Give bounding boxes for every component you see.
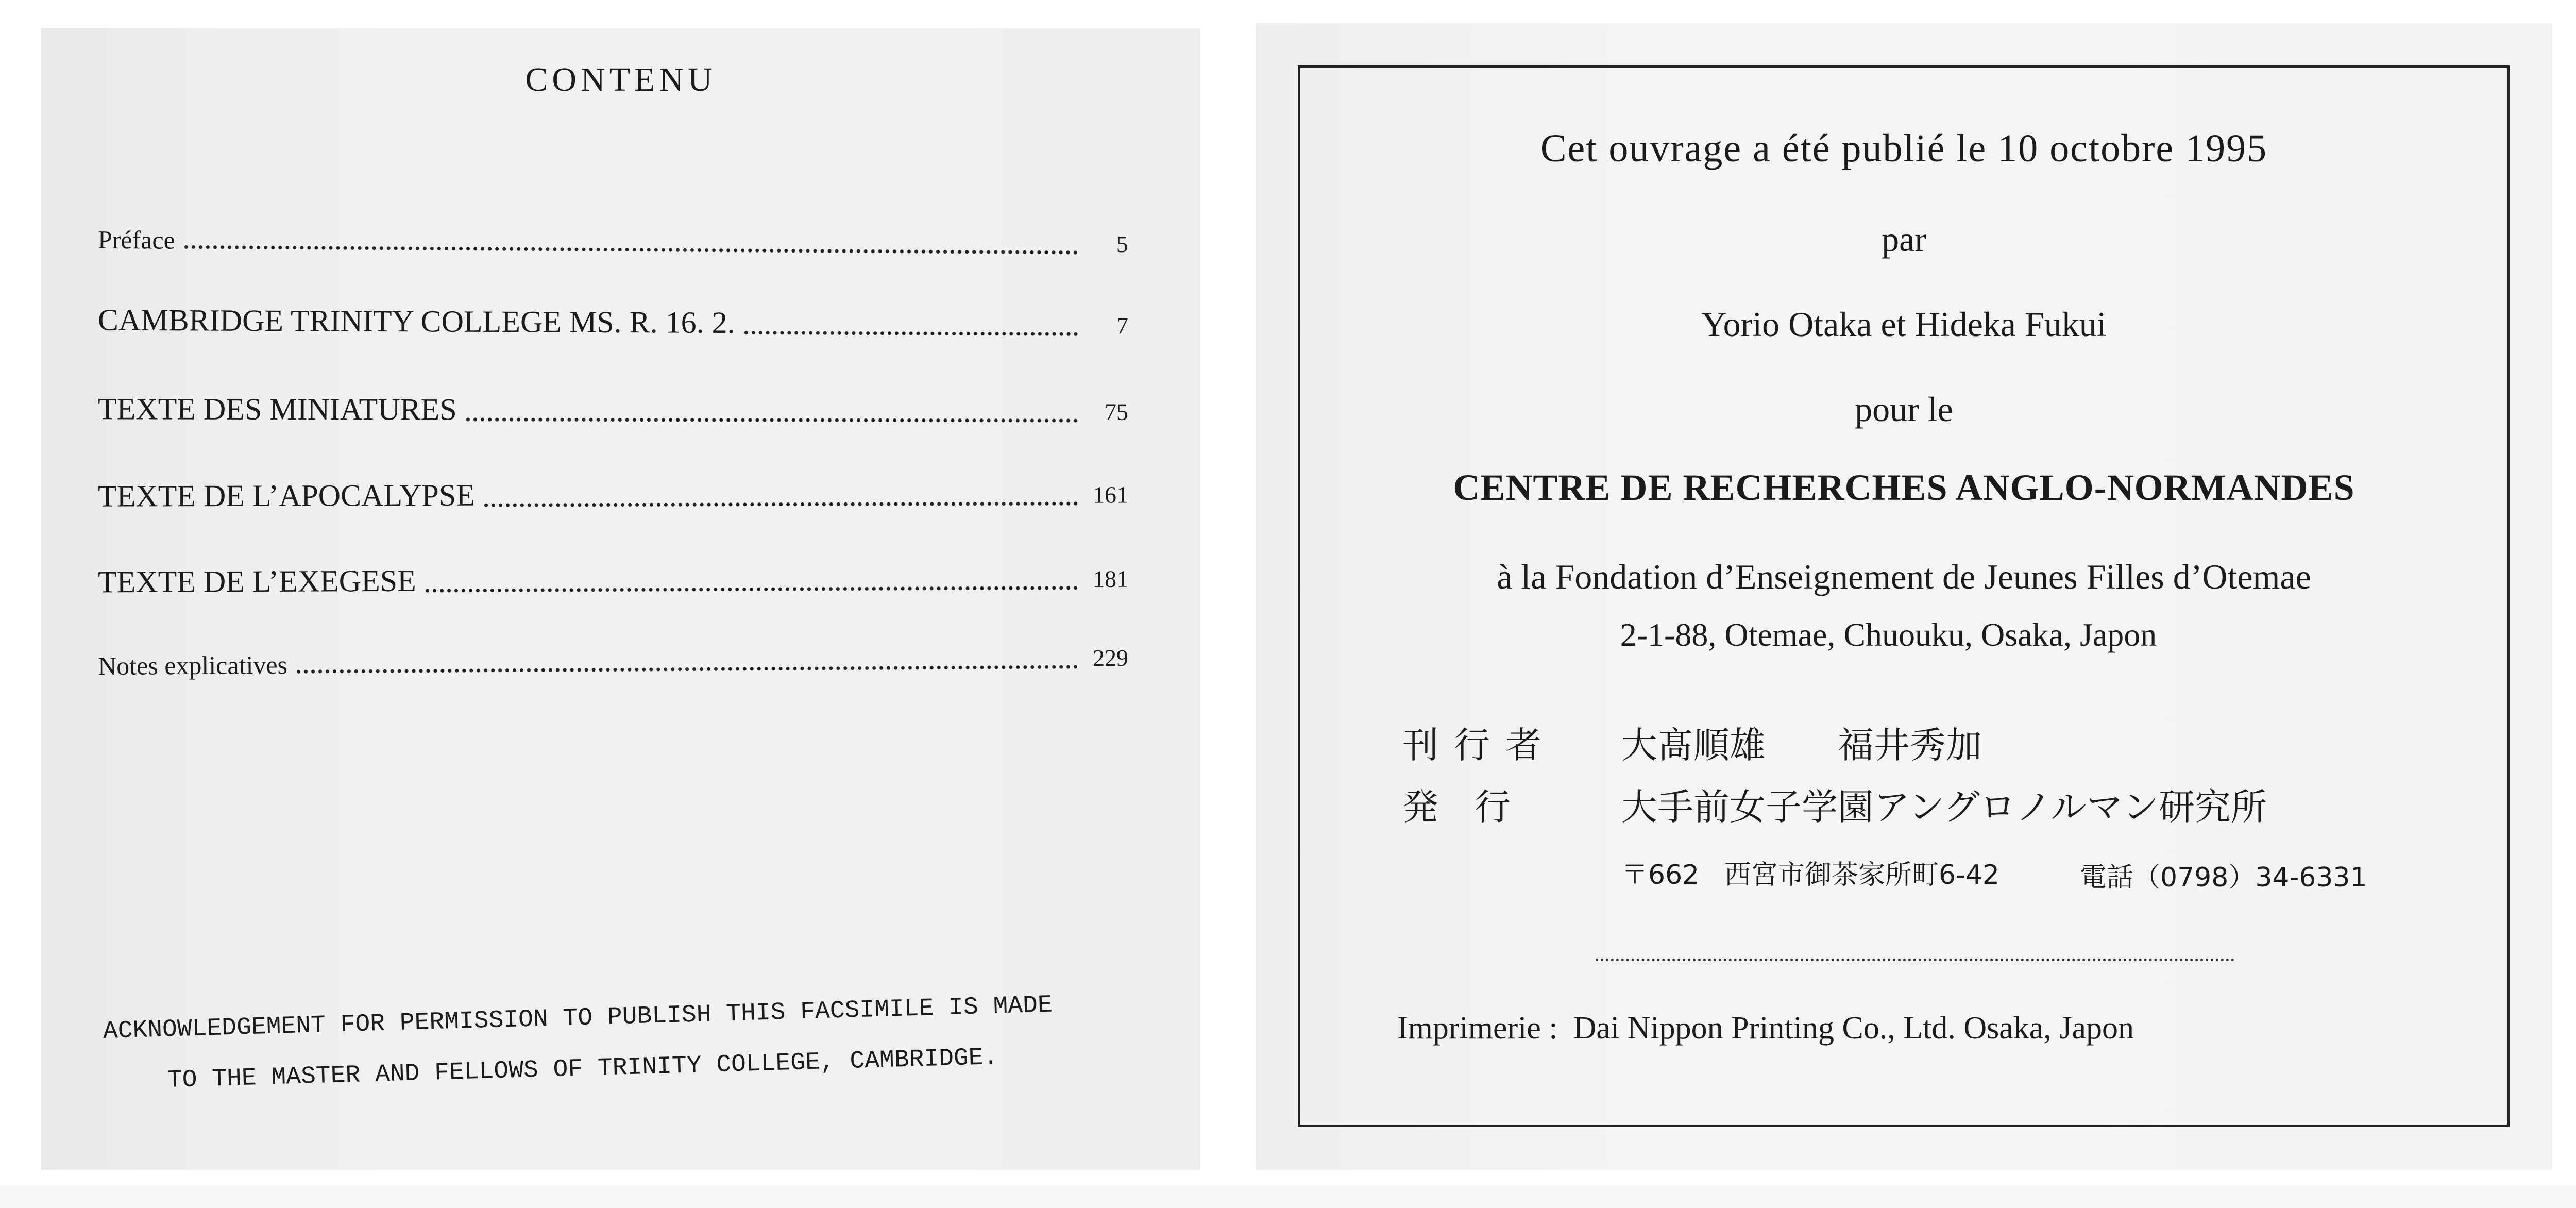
contents-title: CONTENU — [525, 61, 717, 98]
address-line: 2-1-88, Otemae, Chuouku, Osaka, Japon — [1620, 616, 2157, 653]
par-line: par — [1882, 220, 1926, 259]
toc-entry — [98, 297, 1128, 343]
toc-entry-page: 7 — [1116, 312, 1129, 339]
toc-entry-page: 75 — [1104, 398, 1129, 425]
toc-leader-dots — [466, 418, 1078, 423]
contents-page — [41, 28, 1200, 1170]
issuer-label: 発 行 — [1402, 786, 1511, 828]
printer-label: Imprimerie : — [1397, 1011, 1558, 1046]
acknowledgement-line-2: TO THE MASTER AND FELLOWS OF TRINITY COLLEGE, CAMBRIDGE. — [167, 1043, 999, 1095]
toc-entry-page: 5 — [1116, 230, 1129, 258]
toc-entry-label: Préface — [97, 225, 176, 255]
toc-entry-label: CAMBRIDGE TRINITY COLLEGE MS. R. 16. 2. — [97, 303, 735, 340]
toc-entry-label: Notes explicatives — [97, 650, 288, 681]
pour-le-line: pour le — [1855, 390, 1953, 429]
printer-line — [1397, 1010, 2134, 1047]
toc-entry — [98, 385, 1128, 428]
colophon-page — [1256, 23, 2552, 1170]
issuer-name: 大手前女子学園アングロノルマン研究所 — [1621, 786, 2267, 828]
toc-entry-page: 181 — [1092, 565, 1129, 592]
centre-name: CENTRE DE RECHERCHES ANGLO-NORMANDES — [1453, 467, 2355, 508]
toc-leader-dots — [297, 665, 1078, 673]
toc-entry — [98, 470, 1128, 514]
toc-entry — [98, 633, 1128, 681]
toc-entry — [98, 555, 1128, 600]
publisher-names: 大髙順雄 福井秀加 — [1621, 724, 1982, 766]
phone-number: 電話（0798）34-6331 — [2080, 862, 2367, 893]
authors-line: Yorio Otaka et Hideka Fukui — [1701, 305, 2107, 344]
toc-leader-dots — [744, 331, 1078, 336]
acknowledgement-line-1: ACKNOWLEDGEMENT FOR PERMISSION TO PUBLISH THIS FACSIMILE IS MADE — [103, 991, 1053, 1046]
publisher-label: 刊行者 — [1402, 724, 1557, 766]
toc-entry-label: TEXTE DES MINIATURES — [97, 392, 457, 427]
toc-entry-page: 161 — [1092, 481, 1129, 508]
fondation-line: à la Fondation d’Enseignement de Jeunes Filles d’Otemae — [1497, 557, 2311, 596]
toc-entry-label: TEXTE DE L’APOCALYPSE — [97, 478, 475, 513]
toc-leader-dots — [426, 586, 1078, 593]
toc-entry-label: TEXTE DE L’EXEGESE — [97, 563, 416, 599]
printer-name: Dai Nippon Printing Co., Ltd. Osaka, Japon — [1573, 1011, 2134, 1046]
bottom-margin — [0, 1185, 2576, 1208]
toc-leader-dots — [484, 502, 1078, 507]
toc-entry-page: 229 — [1092, 644, 1129, 672]
toc-leader-dots — [184, 245, 1078, 255]
publication-date-line: Cet ouvrage a été publié le 10 octobre 1995 — [1540, 127, 2268, 170]
japanese-address: 西宮市御茶家所町6-42 — [1724, 860, 2000, 891]
toc-entry — [98, 213, 1128, 261]
postal-code: 〒662 — [1621, 860, 1700, 891]
dotted-separator — [1596, 959, 2234, 961]
